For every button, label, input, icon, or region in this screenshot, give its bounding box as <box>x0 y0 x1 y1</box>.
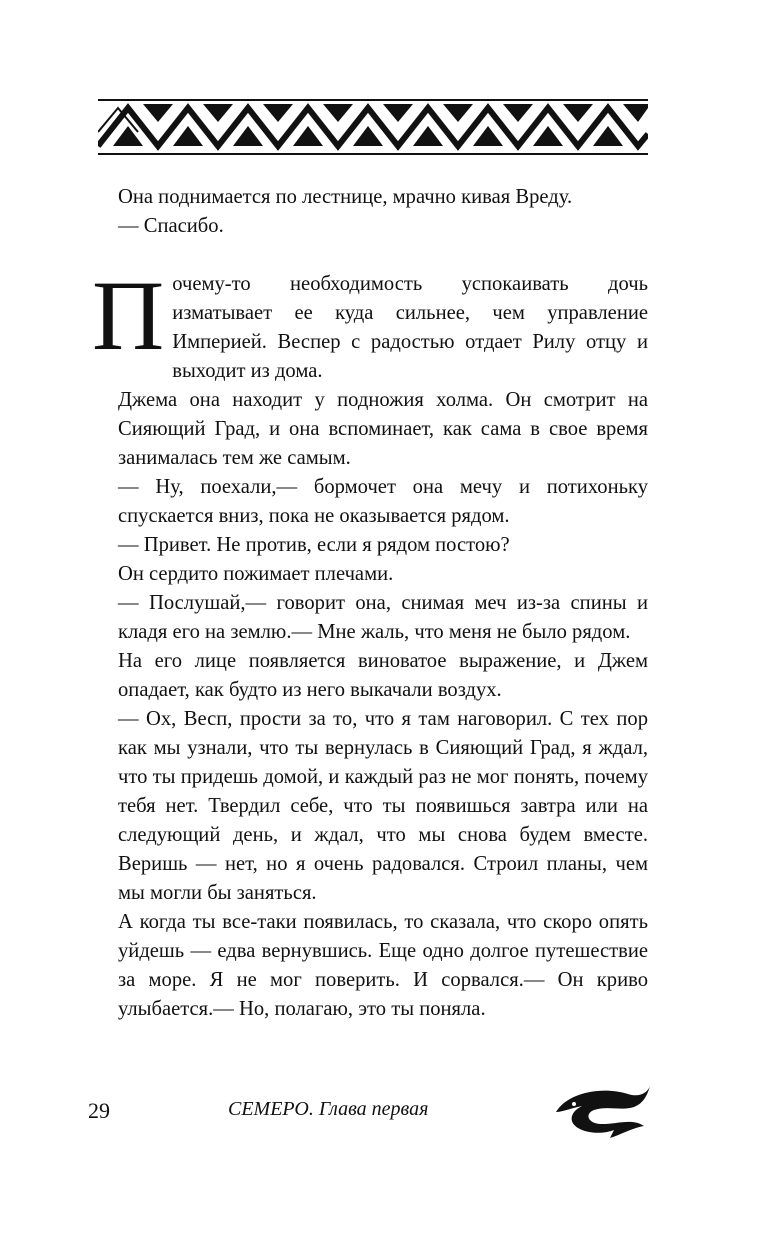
paragraph-5: — Ну, поехали,— бормочет она мечу и потихоньку спускается вниз, пока не оказывается рядом. <box>118 476 648 527</box>
page-number: 29 <box>88 1098 110 1123</box>
dragon-icon <box>548 1082 652 1144</box>
paragraph-6: — Привет. Не против, если я рядом постою? <box>118 534 510 556</box>
body-text <box>92 183 648 1024</box>
paragraph-8: — Послушай,— говорит она, снимая меч из-за спины и кладя его на землю.— Мне жаль, что меня не было рядом. <box>118 592 648 643</box>
paragraph-4: Джема она находит у подножия холма. Он смотрит на Сияющий Град, и она вспоминает, как сама в свое время занималась тем же самым. <box>118 389 648 469</box>
paragraph-2: — Спасибо. <box>118 215 224 237</box>
header-ornament <box>98 98 648 156</box>
paragraph-7: Он сердито пожимает плечами. <box>118 563 394 585</box>
paragraph-9: На его лице появляется виноватое выражение, и Джем опадает, как будто из него выкачали воздух. <box>118 650 648 701</box>
paragraph-10: — Ох, Весп, прости за то, что я там наговорил. С тех пор как мы узнали, что ты вернулась в Сияющий Град, я ждал, что ты придешь домой, и каждый раз не мог понять, почему тебя нет. Твердил себе, что ты появишься завтра или на следующий день, и ждал, что мы снова будем вместе. Веришь — нет, но я очень радовался. Строил планы, чем мы могли бы заняться. <box>118 708 648 904</box>
paragraph-3: очему-то необходимость успокаивать дочь изматывает ее куда сильнее, чем управление Империей. Веспер с радостью отдает Рилу отцу и выходит из дома. <box>172 273 648 382</box>
drop-cap-letter: П <box>92 260 165 371</box>
dropcap-paragraph <box>92 260 648 386</box>
paragraph-11: А когда ты все-таки появилась, то сказала, что скоро опять уйдешь — едва вернувшись. Еще одно долгое путешествие за море. Я не мог поверить. И сорвался.— Он криво улыбается.— Но, полагаю, это ты поняла. <box>118 911 648 1020</box>
paragraph-1: Она поднимается по лестнице, мрачно кивая Вреду. <box>118 186 573 208</box>
running-title: СЕМЕРО. Глава первая <box>228 1098 429 1120</box>
